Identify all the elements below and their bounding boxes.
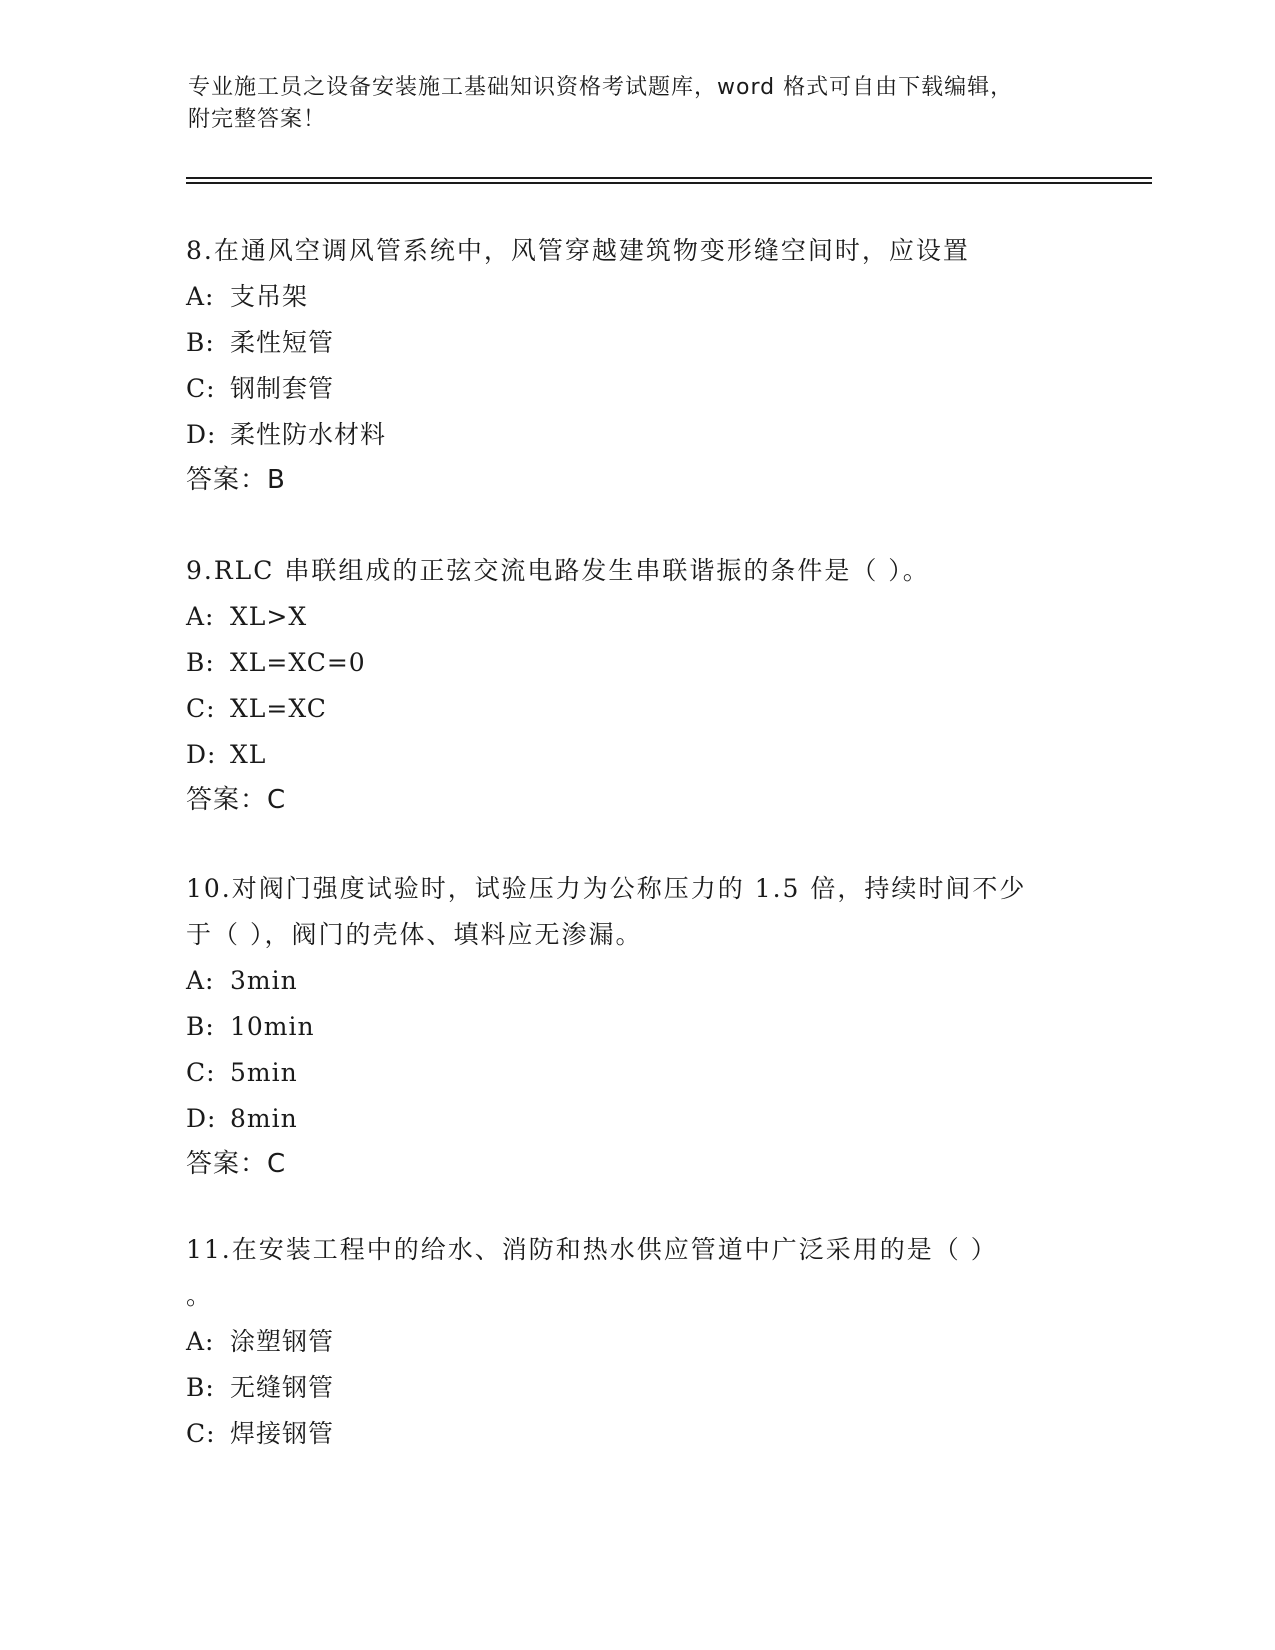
option-d: [186, 732, 1086, 778]
option-c: [186, 686, 1086, 732]
answer-line: 答案：C: [186, 785, 287, 815]
question-11: [186, 1227, 1086, 1457]
option-text: 无缝钢管: [230, 1373, 335, 1402]
header-line-1: 专业施工员之设备安装施工基础知识资格考试题库，word 格式可自由下载编辑，: [188, 75, 1014, 100]
question-title-line-1: 11.在安装工程中的给水、消防和热水供应管道中广泛采用的是（ ）: [186, 1235, 998, 1264]
option-text: 柔性防水材料: [230, 420, 387, 449]
question-8: [186, 228, 1086, 502]
option-text: XL>X: [230, 602, 308, 631]
header-divider-bottom: [186, 182, 1152, 184]
option-a: [186, 958, 1086, 1004]
question-title-line-1: 10.对阀门强度试验时，试验压力为公称压力的 1.5 倍，持续时间不少: [186, 874, 1027, 903]
option-key: D:: [186, 740, 217, 769]
option-key: C:: [186, 1419, 216, 1448]
option-b: [186, 1004, 1086, 1050]
option-a: [186, 594, 1086, 640]
question-title-line-2: 于（ ），阀门的壳体、填料应无渗漏。: [186, 920, 643, 949]
option-key: A:: [186, 1327, 215, 1356]
question-title: 8.在通风空调风管系统中，风管穿越建筑物变形缝空间时，应设置: [186, 236, 970, 265]
option-text: 支吊架: [230, 282, 309, 311]
option-text: 钢制套管: [230, 374, 335, 403]
option-key: C:: [186, 694, 216, 723]
question-title: 9.RLC 串联组成的正弦交流电路发生串联谐振的条件是（ ）。: [186, 556, 930, 585]
answer-line: 答案：C: [186, 1149, 287, 1179]
option-key: B:: [186, 328, 215, 357]
option-d: [186, 1096, 1086, 1142]
option-key: C:: [186, 1058, 216, 1087]
option-key: A:: [186, 966, 215, 995]
question-title-line-2: 。: [186, 1281, 214, 1310]
option-key: D:: [186, 420, 217, 449]
option-text: XL: [230, 740, 267, 769]
header-line-2: 附完整答案！: [188, 107, 327, 132]
option-a: [186, 274, 1086, 320]
option-text: 焊接钢管: [230, 1419, 335, 1448]
option-b: [186, 1365, 1086, 1411]
answer-line: 答案：B: [186, 465, 286, 495]
option-key: C:: [186, 374, 216, 403]
option-key: A:: [186, 602, 215, 631]
option-key: D:: [186, 1104, 217, 1133]
document-header: [188, 72, 1068, 136]
question-9: [186, 548, 1086, 822]
option-a: [186, 1319, 1086, 1365]
option-text: XL=XC=0: [230, 648, 366, 677]
option-text: 10min: [230, 1012, 315, 1041]
option-text: 5min: [230, 1058, 298, 1087]
option-key: B:: [186, 648, 215, 677]
option-text: XL=XC: [230, 694, 327, 723]
option-c: [186, 1050, 1086, 1096]
option-b: [186, 640, 1086, 686]
option-c: [186, 1411, 1086, 1457]
option-key: B:: [186, 1012, 215, 1041]
option-b: [186, 320, 1086, 366]
header-divider-top: [186, 177, 1152, 179]
option-text: 8min: [230, 1104, 298, 1133]
option-key: A:: [186, 282, 215, 311]
option-c: [186, 366, 1086, 412]
question-10: [186, 866, 1086, 1186]
option-key: B:: [186, 1373, 215, 1402]
option-text: 3min: [230, 966, 298, 995]
option-d: [186, 412, 1086, 458]
option-text: 涂塑钢管: [230, 1327, 335, 1356]
option-text: 柔性短管: [230, 328, 335, 357]
